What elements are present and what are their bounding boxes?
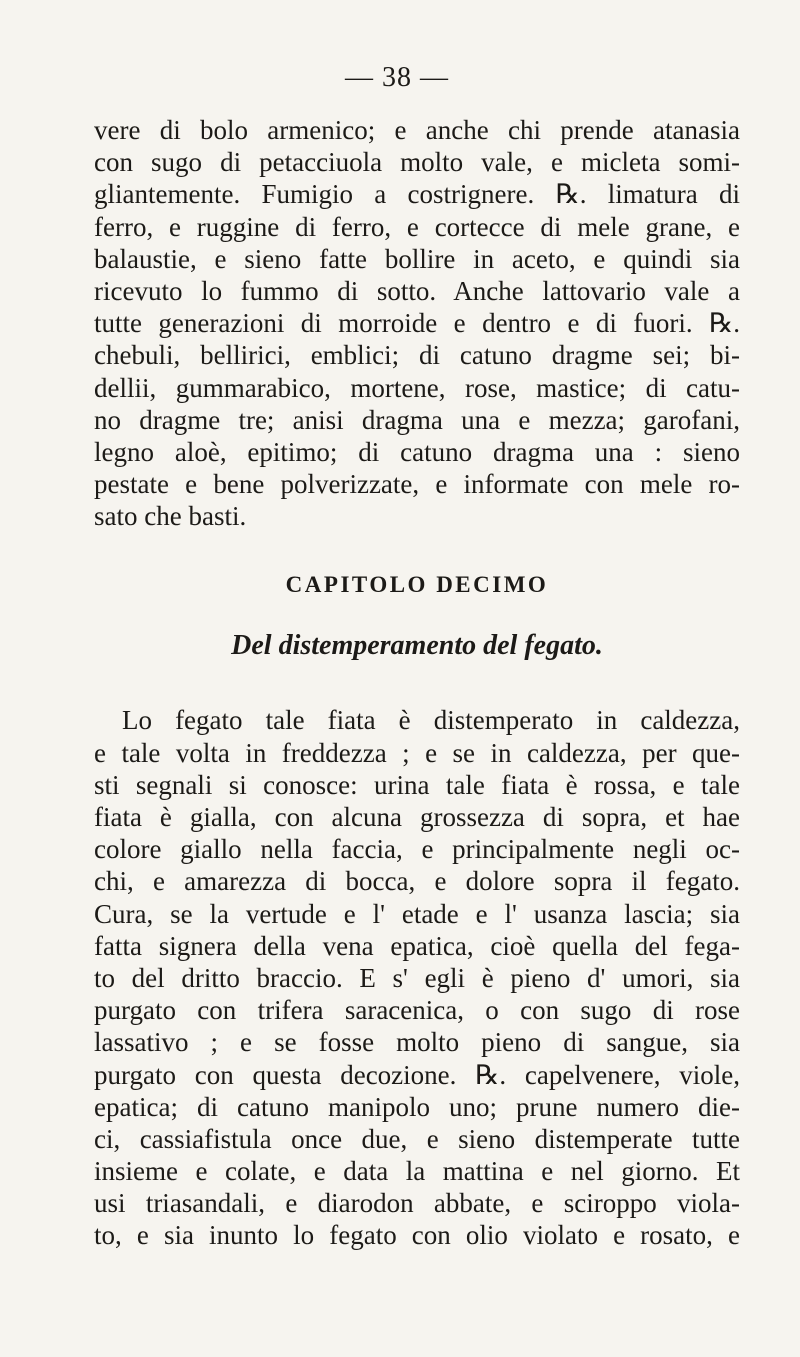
text-line: purgato con questa decozione. ℞. capelvenere, viole, <box>94 1059 740 1090</box>
text-line: no dragme tre; anisi dragma una e mezza; garofani, <box>94 404 740 435</box>
text-line: usi triasandali, e diarodon abbate, e sciroppo viola- <box>94 1188 740 1219</box>
text-line: ricevuto lo fummo di sotto. Anche lattovario vale a <box>94 275 740 306</box>
text-line: tutte generazioni di morroide e dentro e di fuori. ℞. <box>94 308 740 339</box>
text-line: chi, e amarezza di bocca, e dolore sopra il fegato. <box>94 866 740 897</box>
text-line: sti segnali si conosce: urina tale fiata è rossa, e tale <box>94 769 740 800</box>
text-line: e tale volta in freddezza ; e se in caldezza, per que- <box>94 737 740 768</box>
text-line: ferro, e ruggine di ferro, e cortecce di mele grane, e <box>94 211 740 242</box>
paragraph-1 <box>94 114 740 532</box>
text-line: Cura, se la vertude e l' etade e l' usanza lascia; sia <box>94 898 740 929</box>
text-line: lassativo ; e se fosse molto pieno di sangue, sia <box>94 1027 740 1058</box>
text-line: pestate e bene polverizzate, e informate con mele ro- <box>94 469 740 500</box>
page-number: — 38 — <box>345 62 449 93</box>
text-line: vere di bolo armenico; e anche chi prende atanasia <box>94 115 740 145</box>
text-line: gliantemente. Fumigio a costrignere. ℞. limatura di <box>94 179 740 210</box>
text-line: fatta signera della vena epatica, cioè quella del fega- <box>94 930 740 961</box>
text-line: sato che basti. <box>94 501 247 532</box>
chapter-subtitle: Del distemperamento del fegato. <box>231 630 603 662</box>
text-line: colore giallo nella faccia, e principalmente negli oc- <box>94 834 740 865</box>
text-line: insieme e colate, e data la mattina e nel giorno. Et <box>94 1156 740 1187</box>
text-line: dellii, gummarabico, mortene, rose, mastice; di catu- <box>94 372 740 403</box>
text-line: fiata è gialla, con alcuna grossezza di sopra, et hae <box>94 802 740 832</box>
text-line: epatica; di catuno manipolo uno; prune numero die- <box>94 1091 740 1122</box>
paragraph-2 <box>94 704 740 1251</box>
text-line: ci, cassiafistula once due, e sieno distemperate tutte <box>94 1123 740 1154</box>
text-line: purgato con trifera saracenica, o con sugo di rose <box>94 995 740 1026</box>
text-line: chebuli, bellirici, emblici; di catuno dragme sei; bi- <box>94 340 740 371</box>
chapter-title: CAPITOLO DECIMO <box>285 572 549 598</box>
text-line: to, e sia inunto lo fegato con olio violato e rosato, e <box>94 1220 740 1251</box>
text-line: con sugo di petacciuola molto vale, e micleta somi- <box>94 147 740 178</box>
text-line: Lo fegato tale fiata è distemperato in caldezza, <box>122 705 740 736</box>
text-line: to del dritto braccio. E s' egli è pieno d' umori, sia <box>94 962 740 993</box>
text-line: balaustie, e sieno fatte bollire in aceto, e quindi sia <box>94 243 740 274</box>
text-line: legno aloè, epitimo; di catuno dragma una : sieno <box>94 436 740 467</box>
